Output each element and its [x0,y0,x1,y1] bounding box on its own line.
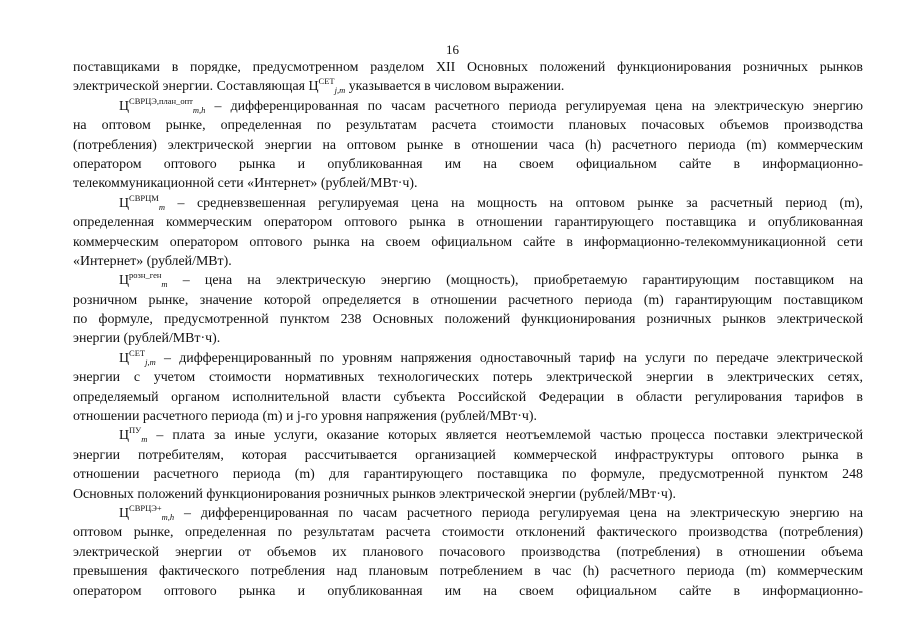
text-line [73,543,863,562]
text-line [73,174,863,193]
line-text-continued: указывается в числовом выражении. [345,79,565,95]
line-text: Ц [119,195,130,211]
line-text-continued: – цена на электрическую энергию (мощность), приобретаемую гарантирующим поставщиком на [167,273,863,289]
text-line [73,349,863,368]
text-line [73,136,863,155]
line-text: определяемый органом исполнительной власти субъекта Российской Федерации в области регулирования тарифов в [73,389,863,405]
line-text: оператором оптового рынка и опубликованная им на своем официальном сайте в информационно- [73,583,863,599]
text-line [73,504,863,523]
text-line [73,116,863,135]
line-text: Ц [119,350,130,366]
line-text: оператором оптового рынка и опубликованная им на своем официальном сайте в информационно- [73,156,863,172]
symbol-subscript: m [161,279,168,290]
text-line [73,407,863,426]
price-symbol [119,503,175,522]
line-text: Основных положений функционирования розничных рынков электрической энергии (рублей/МВт·ч). [73,486,676,502]
line-text: (потребления) электрической энергии на оптовом рынке в отношении часа (h) расчетного периода (m) коммерческим [73,137,863,153]
text-line [73,271,863,290]
symbol-subscript: j,m [334,85,346,96]
line-text-continued: – плата за иные услуги, оказание которых является неотъемлемой частью процесса поставки электрической [147,428,863,444]
line-text: розничном рынке, значение которой определяется в отношении расчетного периода (m) гарантирующим поставщиком [73,292,863,308]
line-text: Ц [119,428,130,444]
line-text: превышения фактического потребления над плановым потреблением в час (h) расчетного периода (m) коммерческим [73,564,863,580]
text-line [73,582,863,601]
line-text: поставщиками в порядке, предусмотренном разделом XII Основных положений функционирования розничных рынков [73,60,863,75]
price-symbol [73,79,345,94]
symbol-superscript: розн_ген [129,271,162,281]
price-symbol [119,96,206,115]
symbol-superscript: СВРЦЭ,план_опт [129,96,193,106]
text-line [73,58,863,77]
line-text: «Интернет» (рублей/МВт). [73,253,232,269]
text-line [73,252,863,271]
text-line [73,368,863,387]
price-symbol [119,348,156,367]
line-text: электрической энергии. Составляющая Ц [73,79,319,95]
line-text-continued: – средневзвешенная регулируемая цена на мощность на оптовом рынке за расчетный период (m), [164,195,863,211]
text-line [73,562,863,581]
symbol-superscript: СЕТ [318,77,335,87]
page-number: 16 [446,42,459,57]
line-text: коммерческим оператором оптового рынка на своем официальном сайте в информационно-телекоммуникационной сети [73,234,863,250]
text-line [73,465,863,484]
text-line [73,446,863,465]
line-text-continued: – дифференцированный по уровням напряжения одноставочный тариф на услуги по передаче электрической [155,350,863,366]
text-line [73,329,863,348]
line-text: определенная коммерческим оператором оптового рынка в отношении гарантирующего поставщика и опубликованная [73,215,863,231]
text-line [73,155,863,174]
line-text: энергии (рублей/МВт·ч). [73,331,221,347]
line-text: электрической энергии от объемов их планового почасового производства (потребления) в отношении объема [73,544,863,560]
text-line [73,291,863,310]
text-line [73,213,863,232]
text-line [73,77,863,96]
symbol-subscript: m [158,201,165,212]
symbol-superscript: СВРЦЭ+ [129,503,162,513]
line-text: на оптовом рынке, определенная по результатам расчета стоимости плановых почасовых объемов производства [73,118,863,134]
text-line [73,310,863,329]
symbol-superscript: СЕТ [129,348,146,358]
line-text: энергии потребителям, которая рассчитывается организацией коммерческой инфраструктуры оптового рынка в [73,447,863,463]
text-line [73,194,863,213]
line-text: Ц [119,273,130,289]
symbol-subscript: m,h [161,511,175,522]
symbol-subscript: m,h [192,104,206,115]
line-text: телекоммуникационной сети «Интернет» (рублей/МВт·ч). [73,176,418,192]
line-text: Ц [119,505,130,521]
symbol-subscript: j,m [145,356,156,367]
document-body [73,58,863,601]
text-line [73,523,863,542]
line-text: оптовом рынке, определенная по результатам расчета стоимости отклонений фактического производства (потребления) [73,525,863,541]
line-text: отношении расчетного периода (m) для гарантирующего поставщика по формуле, предусмотренной пунктом 248 [73,467,863,483]
price-symbol [119,428,147,443]
line-text: по формуле, предусмотренной пунктом 238 Основных положений функционирования розничных рынков электрической [73,312,863,328]
line-text: отношении расчетного периода (m) и j-го уровня напряжения (рублей/МВт·ч). [73,409,537,425]
text-line [73,97,863,116]
text-line [73,388,863,407]
line-text-continued: – дифференцированная по часам расчетного периода регулируемая цена на электрическую энергию [205,98,863,114]
price-symbol [119,273,168,288]
symbol-subscript: m [141,434,148,445]
text-line [73,485,863,504]
line-text-continued: – дифференцированная по часам расчетного периода регулируемая цена на электрическую энергию на [174,505,863,521]
text-line [73,233,863,252]
text-line [73,426,863,445]
line-text: энергии с учетом стоимости нормативных технологических потерь электрической энергии в электрических сетях, [73,370,863,386]
symbol-superscript: СВРЦМ [129,193,159,203]
symbol-superscript: ПУ [129,426,142,436]
price-symbol [119,193,165,212]
line-text: Ц [119,98,130,114]
